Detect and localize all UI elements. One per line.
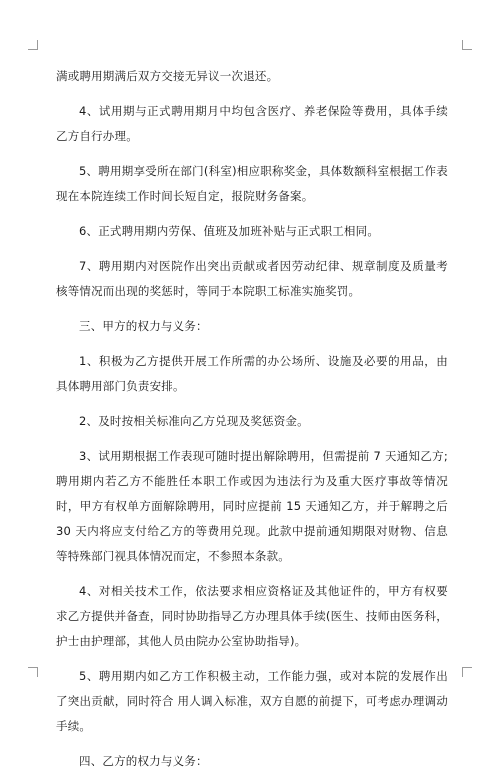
crop-mark-top-left: [28, 40, 38, 50]
paragraph-10: 5、聘用期内如乙方工作积极主动，工作能力强，或对本院的发展作出了突出贡献，同时符合 用人调入标准，双方自愿的前提下，可考虑办理调动手续。: [56, 669, 448, 733]
paragraph-4: 6、正式聘用期内劳保、值班及加班补贴与正式职工相同。: [79, 224, 380, 238]
crop-mark-top-right: [462, 40, 472, 50]
paragraph-9: 4、对相关技术工作，依法要求相应资格证及其他证件的，甲方有权要求乙方提供并备查，同时协助指导乙方办理具体手续(医生、技师由医务科，护士由护理部，其他人员由院办公室协助指导)。: [56, 584, 448, 648]
paragraph-6: 1、积极为乙方提供开展工作所需的办公场所、设施及必要的用品，由具体聘用部门负责安排。: [56, 354, 448, 393]
section-heading-4: 四、乙方的权力与义务：: [79, 754, 208, 768]
crop-mark-bottom-right: [462, 667, 472, 677]
paragraph-7: 2、及时按相关标准向乙方兑现及奖惩资金。: [79, 414, 309, 428]
document-body: [56, 64, 452, 784]
paragraph-2: 4、试用期与正式聘用期月中均包含医疗、养老保险等费用，具体手续乙方自行办理。: [56, 104, 448, 143]
paragraph-1: 满或聘用期满后双方交接无异议一次退还。: [56, 69, 279, 83]
paragraph-3: 5、聘用期享受所在部门(科室)相应职称奖金，具体数额科室根据工作表现在本院连续工作时间长短自定，报院财务备案。: [56, 164, 448, 203]
crop-mark-bottom-left: [28, 667, 38, 677]
section-heading-3: 三、甲方的权力与义务：: [79, 319, 208, 333]
paragraph-5: 7、聘用期内对医院作出突出贡献或者因劳动纪律、规章制度及质量考核等情况而出现的奖惩时，等同于本院职工标准实施奖罚。: [56, 259, 448, 298]
paragraph-8: 3、试用期根据工作表现可随时提出解除聘用，但需提前 7 天通知乙方;聘用期内若乙方不能胜任本职工作或因为违法行为及重大医疗事故等情况时，甲方有权单方面解除聘用，同时应提前 15 天通知乙方，并于解聘之后 30 天内将应支付给乙方的等费用兑现。此款中提前通知期限对财物、信息等特殊部门视具体情况而定，不参照本条款。: [56, 449, 452, 563]
